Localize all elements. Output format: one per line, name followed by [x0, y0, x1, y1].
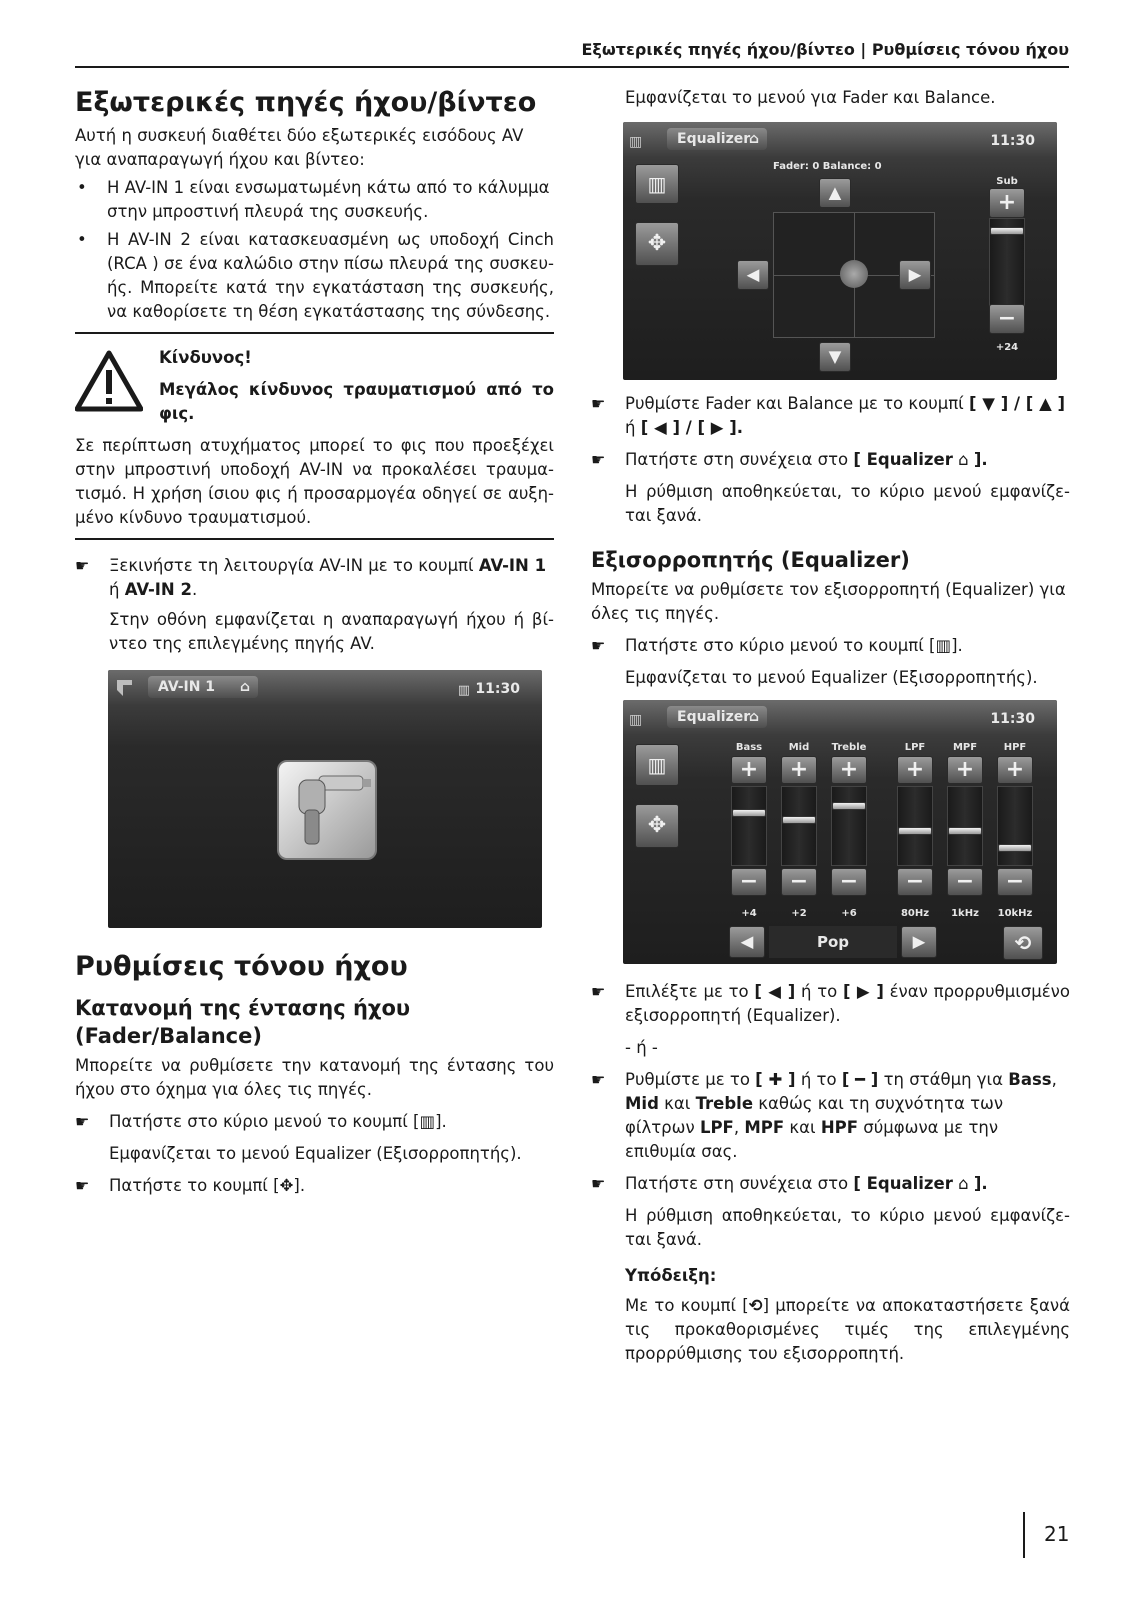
- heading-external-sources: Εξωτερικές πηγές ήχου/βίντεο: [75, 87, 537, 118]
- screen-title: Equalizer: [677, 131, 751, 147]
- eq-band-slider[interactable]: [831, 786, 867, 866]
- bullet-text: Η AV-IN 2 είναι κατασκευασμένη ως υποδοχή Cinch (RCA ) σε ένα καλώδιο στην πίσω πλευρά της συσκευ-ής. Μπορείτε κατά την εγκατάσταση της συσκευής, να καθορίσετε τη θέση εγκατάστασης της σύνδεσης.: [107, 230, 554, 321]
- eq-band-plus-button[interactable]: +: [781, 756, 817, 784]
- page-header: [75, 34, 1069, 68]
- screen-title: Equalizer: [677, 709, 751, 725]
- step-text: ,: [733, 1118, 740, 1137]
- eq-band-minus-button[interactable]: −: [781, 868, 817, 896]
- step-text: έναν προρρυθμισμένο εξισορροπητή (Equalizer).: [625, 982, 1070, 1025]
- running-header: Εξωτερικές πηγές ήχου/βίντεο | Ρυθμίσεις τόνου ήχου: [581, 40, 1069, 59]
- left-column: [75, 86, 554, 1198]
- step-open-eq-menu: [591, 634, 1070, 658]
- warning-text: Σε περίπτωση ατυχήματος μπορεί το φις που προεξέχει στην μπροστινή υποδοχή AV-IN να προκαλέσει τραυμα-τισμό. Η χρήση ίσιου φις ή προσαρμογέα οδηγεί σε αυξη-μένο κίνδυνο τραυματισμού.: [75, 436, 554, 527]
- equalizer-icon: ▥: [419, 1112, 436, 1131]
- band-mid: Mid: [625, 1094, 659, 1113]
- intro-text: Αυτή η συσκευή διαθέτει δύο εξωτερικές εισόδους AV για αναπαραγωγή ήχου και βίντεο:: [75, 126, 524, 169]
- sub-value: +24: [995, 342, 1019, 353]
- eq-band-plus-button[interactable]: +: [897, 756, 933, 784]
- step-text: ή: [625, 418, 636, 437]
- preset-next-button[interactable]: ▶: [901, 926, 937, 958]
- step-result: Εμφανίζεται το μενού Equalizer (Εξισορροπητής).: [109, 1144, 522, 1163]
- fader-status: Fader: 0 Balance: 0: [773, 161, 882, 172]
- step-result: Η ρύθμιση αποθηκεύεται, το κύριο μενού εμφανίζε-ται ξανά.: [625, 482, 1070, 525]
- eq-band-minus-button[interactable]: −: [997, 868, 1033, 896]
- step-text: Ρυθμίστε Fader και Balance με το κουμπί: [625, 394, 964, 413]
- step-text: Ρυθμίστε με το: [625, 1070, 750, 1089]
- bullet-dot: •: [77, 230, 87, 249]
- balance-keys: [ ◀ ] / [ ▶ ].: [640, 418, 744, 437]
- equalizer-icon: ▥: [629, 712, 643, 728]
- step-start-avin: [75, 554, 554, 602]
- eq-band-slider[interactable]: [997, 786, 1033, 866]
- warning-box: [75, 346, 554, 426]
- equalizer-tab-button[interactable]: ▥: [635, 744, 679, 786]
- step-text: Πατήστε στο κύριο μενού το κουμπί [: [109, 1112, 420, 1131]
- eq-band-label: LPF: [904, 742, 926, 753]
- next-key: [ ▶ ]: [843, 982, 884, 1001]
- eq-band-value: 10kHz: [997, 908, 1033, 919]
- screen-title-pill: [667, 128, 767, 150]
- pointing-hand-icon: ☛: [591, 1070, 606, 1089]
- back-icon: [114, 676, 136, 698]
- note-title: Υπόδειξη:: [625, 1266, 717, 1285]
- eq-band-plus-button[interactable]: +: [947, 756, 983, 784]
- reset-icon: ⟲: [748, 1296, 763, 1315]
- eq-band-label: Treble: [831, 742, 867, 753]
- fader-intro: Μπορείτε να ρυθμίσετε την κατανομή της έντασης του ήχου στο όχημα για όλες τις πηγές.: [75, 1056, 554, 1099]
- note-text-part: ] μπορείτε να αποκαταστήσετε ξανά τις προκαθορισμένες τιμές της επιλεγμένης προρρύθμισης του εξισορροπητή.: [625, 1296, 1070, 1363]
- balance-right-button[interactable]: ▶: [899, 260, 931, 290]
- warning-title: Κίνδυνος!: [159, 348, 252, 367]
- fader-keys: [ ▼ ] / [ ▲ ]: [969, 394, 1066, 413]
- heading-equalizer: Εξισορροπητής (Equalizer): [591, 548, 910, 572]
- eq-intro: Μπορείτε να ρυθμίσετε τον εξισορροπητή (Equalizer) για όλες τις πηγές.: [591, 580, 1066, 623]
- fader-screenshot: [623, 122, 1057, 380]
- balance-left-button[interactable]: ◀: [737, 260, 769, 290]
- bullet-dot: •: [77, 178, 87, 197]
- pointing-hand-icon: ☛: [591, 450, 606, 469]
- avin2-key: AV-IN 2: [124, 580, 192, 599]
- prev-key: [ ◀ ]: [754, 982, 796, 1001]
- eq-band-minus-button[interactable]: −: [831, 868, 867, 896]
- equalizer-key: [ Equalizer: [853, 450, 953, 469]
- fader-balance-knob[interactable]: [840, 260, 868, 288]
- eq-band-slider-knob[interactable]: [948, 827, 982, 835]
- step-text: και: [664, 1094, 691, 1113]
- pointing-hand-icon: ☛: [591, 1174, 606, 1193]
- step-result: Η ρύθμιση αποθηκεύεται, το κύριο μενού εμφανίζε-ται ξανά.: [625, 1206, 1070, 1249]
- bullet-item: [75, 228, 554, 324]
- step-press-fader: [75, 1174, 554, 1198]
- home-icon: ⌂: [958, 1174, 969, 1193]
- step-text: σύμφωνα με την επιθυμία σας.: [625, 1118, 999, 1161]
- screen-title-pill: [148, 676, 258, 698]
- equalizer-icon: ▥: [457, 683, 470, 698]
- step-text: ].: [435, 1112, 447, 1131]
- step-select-preset: [591, 980, 1070, 1028]
- heading-tone-settings: Ρυθμίσεις τόνου ήχου: [75, 951, 408, 982]
- fader-tab-button[interactable]: ✥: [635, 804, 679, 848]
- eq-band-plus-button[interactable]: +: [997, 756, 1033, 784]
- divider: [75, 332, 554, 334]
- fader-up-button[interactable]: ▲: [819, 178, 851, 208]
- warning-subtitle: Μεγάλος κίνδυνος τραυματισμού από το φις.: [159, 380, 554, 423]
- eq-band-slider-knob[interactable]: [998, 844, 1032, 852]
- eq-band-slider-knob[interactable]: [832, 802, 866, 810]
- sub-slider-knob[interactable]: [990, 227, 1024, 235]
- eq-band-label: Bass: [735, 742, 763, 753]
- step-open-menu: [75, 1110, 554, 1134]
- step-text: ή το: [800, 1070, 837, 1089]
- minus-key: [ ━ ]: [841, 1070, 879, 1089]
- home-icon: ⌂: [958, 450, 969, 469]
- warning-triangle-icon: [75, 350, 143, 412]
- eq-band-slider-knob[interactable]: [782, 816, 816, 824]
- eq-band-plus-button[interactable]: +: [731, 756, 767, 784]
- step-text: Ξεκινήστε τη λειτουργία AV-IN με το κουμπί: [109, 556, 474, 575]
- or-line: - ή -: [625, 1038, 658, 1057]
- divider: [75, 538, 554, 540]
- eq-band-value: 1kHz: [951, 908, 979, 919]
- band-treble: Treble: [695, 1094, 754, 1113]
- bullet-text: Η AV-IN 1 είναι ενσωματωμένη κάτω από το κάλυμμα στην μπροστινή πλευρά της συσκευής.: [107, 178, 550, 221]
- eq-band-value: +6: [841, 908, 857, 919]
- pointing-hand-icon: ☛: [591, 394, 606, 413]
- eq-band-label: MPF: [952, 742, 978, 753]
- equalizer-icon: ▥: [935, 636, 952, 655]
- screen-time: 11:30: [990, 711, 1035, 727]
- sub-minus-button[interactable]: −: [989, 304, 1025, 334]
- equalizer-screenshot: [623, 700, 1057, 964]
- step-text: και: [789, 1118, 816, 1137]
- screen-title-pill: [667, 706, 767, 728]
- fader-balance-icon: ✥: [279, 1176, 294, 1195]
- fader-shown: Εμφανίζεται το μενού για Fader και Balance.: [625, 88, 996, 107]
- equalizer-icon: ▥: [629, 134, 643, 150]
- fader-down-button[interactable]: ▼: [819, 342, 851, 372]
- sub-label: Sub: [996, 176, 1018, 187]
- step-text: Πατήστε στη συνέχεια στο: [625, 1174, 849, 1193]
- step-text: Πατήστε στο κύριο μενού το κουμπί [: [625, 636, 936, 655]
- plus-key: [ ✚ ]: [755, 1070, 796, 1089]
- step-adjust-fader: [591, 392, 1070, 440]
- band-bass: Bass: [1008, 1070, 1052, 1089]
- step-text: ή το: [801, 982, 838, 1001]
- step-text: τη στάθμη για: [883, 1070, 1004, 1089]
- equalizer-key: [ Equalizer: [853, 1174, 953, 1193]
- band-lpf: LPF: [699, 1118, 734, 1137]
- pointing-hand-icon: ☛: [75, 556, 90, 575]
- eq-band-slider-knob[interactable]: [732, 809, 766, 817]
- step-text: ].: [951, 636, 963, 655]
- screen-time: 11:30: [475, 681, 520, 697]
- step-result: Στην οθόνη εμφανίζεται η αναπαραγωγή ήχου ή βί-ντεο της επιλεγμένης πηγής AV.: [109, 610, 554, 653]
- page-number: 21: [1044, 1522, 1070, 1546]
- step-text: ].: [973, 1174, 988, 1193]
- eq-band-slider-knob[interactable]: [898, 827, 932, 835]
- eq-band-slider[interactable]: [781, 786, 817, 866]
- eq-band-value: +2: [791, 908, 807, 919]
- preset-name: Pop: [769, 926, 897, 958]
- page-number-rule: [1023, 1512, 1025, 1558]
- bullet-item: [75, 176, 554, 224]
- right-column: [591, 86, 1070, 1366]
- eq-band-minus-button[interactable]: −: [897, 868, 933, 896]
- step-text: Επιλέξτε με το: [625, 982, 749, 1001]
- home-icon: ⌂: [239, 679, 250, 695]
- cable-plug-icon: [277, 760, 377, 860]
- eq-band-slider[interactable]: [731, 786, 767, 866]
- step-text: .: [191, 580, 198, 599]
- pointing-hand-icon: ☛: [591, 982, 606, 1001]
- step-text: ].: [293, 1176, 306, 1195]
- heading-fader-balance: Κατανομή της έντασης ήχου (Fader/Balance): [75, 996, 411, 1048]
- eq-band-value: +4: [741, 908, 757, 919]
- band-mpf: MPF: [744, 1118, 785, 1137]
- step-text: Πατήστε στη συνέχεια στο: [625, 450, 849, 469]
- avin-screenshot: [108, 670, 542, 928]
- note-text: [591, 1294, 1070, 1366]
- sub-plus-button[interactable]: +: [989, 188, 1025, 218]
- step-press-equalizer: [591, 448, 1070, 472]
- step-text: ή: [109, 580, 120, 599]
- screen-title: AV-IN 1: [158, 679, 216, 695]
- eq-band-label: Mid: [788, 742, 810, 753]
- reset-preset-button[interactable]: ⟲: [1003, 926, 1043, 960]
- step-text: ].: [973, 450, 988, 469]
- eq-band-plus-button[interactable]: +: [831, 756, 867, 784]
- eq-band-minus-button[interactable]: −: [731, 868, 767, 896]
- band-hpf: HPF: [820, 1118, 858, 1137]
- step-adjust-bands: ☛ Ρυθμίστε με το [ ✚ ] ή το [ ━ ] τη στάθμη για Bass, Mid και Treble καθώς και τη συχνότητα των φίλτρων LPF, MPF και HPF σύμφωνα με την επιθυμία σας.: [591, 1070, 1057, 1161]
- pointing-hand-icon: ☛: [591, 636, 606, 655]
- preset-prev-button[interactable]: ◀: [729, 926, 765, 958]
- step-press-equalizer-2: [591, 1172, 1070, 1196]
- eq-band-label: HPF: [1003, 742, 1027, 753]
- home-icon: ⌂: [748, 709, 759, 725]
- eq-band-minus-button[interactable]: −: [947, 868, 983, 896]
- eq-band-value: 80Hz: [900, 908, 930, 919]
- equalizer-tab-button[interactable]: ▥: [635, 164, 679, 204]
- home-icon: ⌂: [748, 131, 759, 147]
- avin1-key: AV-IN 1: [478, 556, 547, 575]
- pointing-hand-icon: ☛: [75, 1176, 90, 1195]
- note-text-part: Με το κουμπί [: [625, 1296, 749, 1315]
- step-result: Εμφανίζεται το μενού Equalizer (Εξισορροπητής).: [625, 668, 1038, 687]
- fader-tab-button[interactable]: ✥: [635, 222, 679, 266]
- pointing-hand-icon: ☛: [75, 1112, 90, 1131]
- step-text: καθώς και τη συχνότητα των φίλτρων: [625, 1094, 1004, 1137]
- step-text: Πατήστε το κουμπί [: [109, 1176, 280, 1195]
- screen-time: 11:30: [990, 133, 1035, 149]
